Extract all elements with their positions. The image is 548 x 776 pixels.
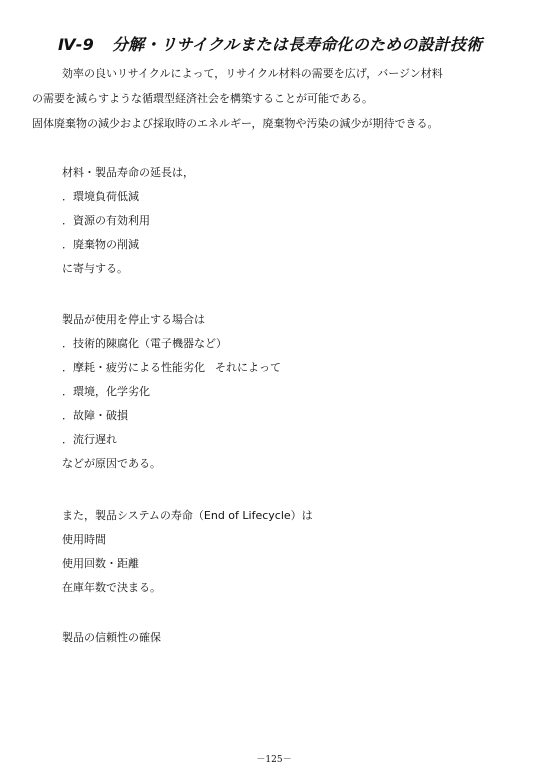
section1-item-2: ．資源の有効利用 bbox=[62, 214, 150, 227]
section-heading bbox=[58, 32, 528, 55]
section1-closing: に寄与する。 bbox=[62, 262, 128, 275]
section-number: Ⅳ-9 bbox=[58, 35, 94, 54]
section3-item-3: 在庫年数で決まる。 bbox=[62, 581, 161, 594]
section1-item-3: ．廃棄物の削減 bbox=[62, 238, 139, 251]
page-number: －125－ bbox=[256, 755, 292, 765]
section3-item-1: 使用時間 bbox=[62, 533, 106, 546]
section3-lead-en: End of Lifecycle bbox=[203, 509, 291, 522]
intro-line-2: の需要を減らすような循環型経済社会を構築することが可能である。 bbox=[32, 92, 373, 105]
section3-lead-post: ）は bbox=[290, 509, 313, 522]
intro-line-1: 効率の良いリサイクルによって，リサイクル材料の需要を広げ，バージン材料 bbox=[62, 67, 443, 80]
section4-lead: 製品の信頼性の確保 bbox=[62, 631, 161, 644]
section3-lead bbox=[62, 509, 313, 522]
intro-line-3: 固体廃棄物の減少および採取時のエネルギー，廃棄物や汚染の減少が期待できる。 bbox=[32, 117, 439, 130]
section2-note: それによって bbox=[215, 361, 281, 374]
section2-closing: などが原因である。 bbox=[62, 457, 161, 470]
section2-item-2-text: ．摩耗・疲労による性能劣化 bbox=[62, 361, 205, 374]
section2-item-3: ．環境，化学劣化 bbox=[62, 385, 150, 398]
section2-lead: 製品が使用を停止する場合は bbox=[62, 313, 205, 326]
section1-lead: 材料・製品寿命の延長は， bbox=[62, 166, 194, 179]
section2-item-1: ．技術的陳腐化（電子機器など） bbox=[62, 337, 227, 350]
section2-item-2 bbox=[62, 361, 281, 374]
section2-item-5: ．流行遅れ bbox=[62, 433, 117, 446]
section3-item-2: 使用回数・距離 bbox=[62, 557, 139, 570]
section3-lead-pre: また，製品システムの寿命（ bbox=[62, 509, 204, 522]
section1-item-1: ．環境負荷低減 bbox=[62, 190, 139, 203]
section-title: 分解・リサイクルまたは長寿命化のための設計技術 bbox=[111, 35, 483, 54]
section2-item-4: ．故障・破損 bbox=[62, 409, 128, 422]
